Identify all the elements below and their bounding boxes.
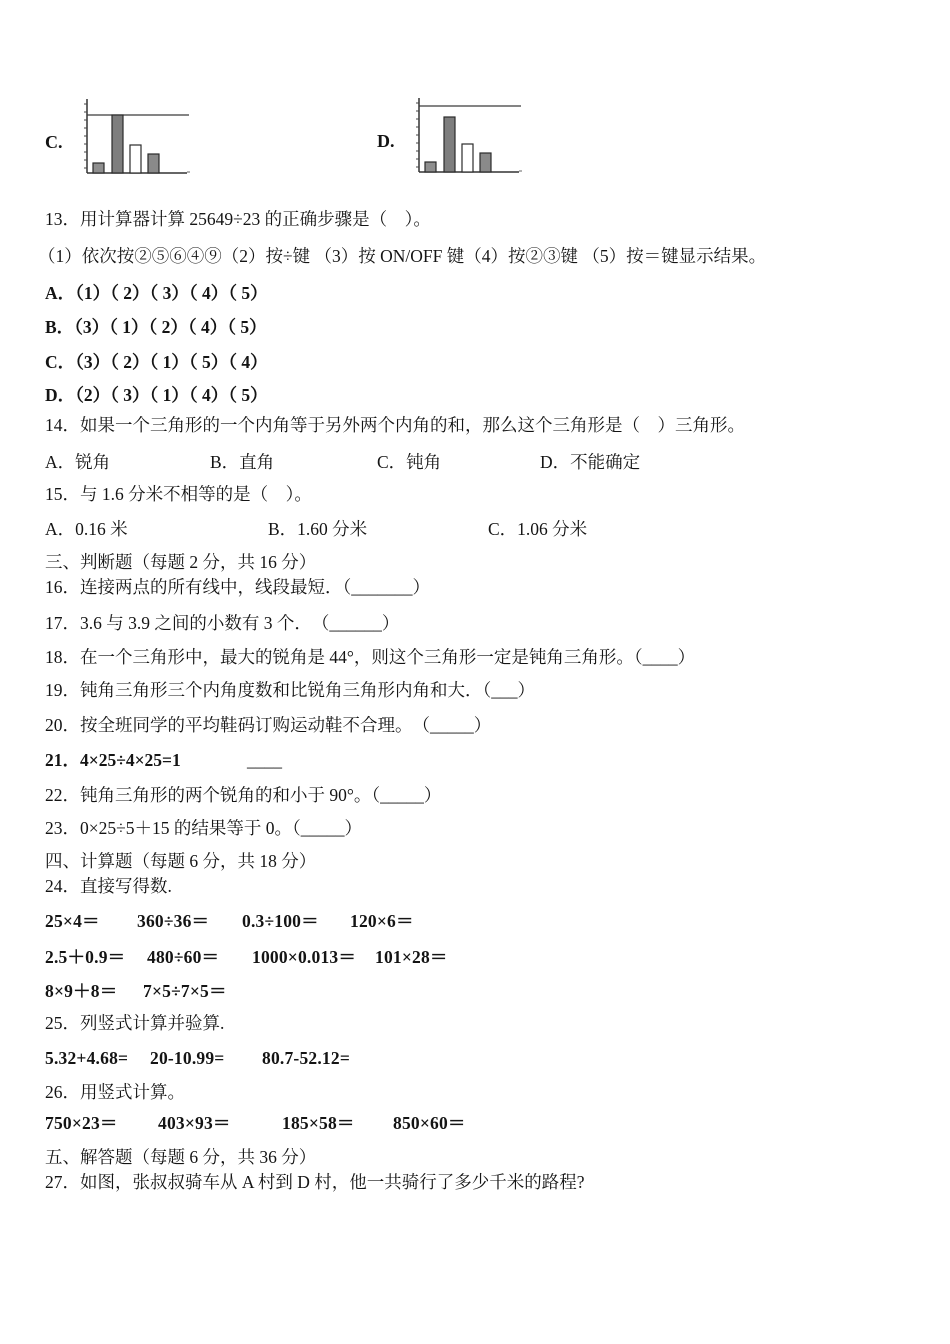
q13-option-a: A．（1）（ 2）（ 3）（ 4）（ 5） xyxy=(45,283,268,303)
q14-option-a: A．锐角 xyxy=(45,452,111,472)
q24-expression: 7×5÷7×5＝ xyxy=(143,981,227,1001)
q26-expression: 750×23＝ xyxy=(45,1113,118,1133)
q24-expression: 360÷36＝ xyxy=(137,911,210,931)
q24-title: 24．直接写得数. xyxy=(45,876,172,896)
q25-expression: 5.32+4.68= xyxy=(45,1048,129,1068)
q24-expression: 0.3÷100＝ xyxy=(242,911,319,931)
q24-row3 xyxy=(45,981,935,1003)
option-c-chart-group xyxy=(45,96,215,188)
q24-expression: 101×28＝ xyxy=(375,947,448,967)
q26-row xyxy=(45,1113,935,1135)
bar-chart-option-c xyxy=(73,96,193,182)
q13-stem: 13．用计算器计算 25649÷23 的正确步骤是（ ）。 xyxy=(45,209,431,229)
section-5-header: 五、解答题（每题 6 分，共 36 分） xyxy=(45,1147,317,1167)
q16-statement: 16．连接两点的所有线中，线段最短．（_______） xyxy=(45,577,430,597)
bar-chart-option-d xyxy=(405,95,525,181)
section-4-header: 四、计算题（每题 6 分，共 18 分） xyxy=(45,851,317,871)
q14-option-b: B．直角 xyxy=(210,452,275,472)
q15-options xyxy=(45,519,935,541)
q15-option-c: C．1.06 分米 xyxy=(488,519,588,539)
section-3-header: 三、判断题（每题 2 分，共 16 分） xyxy=(45,552,317,572)
q18-statement: 18．在一个三角形中，最大的锐角是 44°，则这个三角形一定是钝角三角形。（____） xyxy=(45,647,696,667)
q13-option-b: B．（3）（ 1）（ 2）（ 4）（ 5） xyxy=(45,317,267,337)
q26-expression: 850×60＝ xyxy=(393,1113,466,1133)
q19-statement: 19．钝角三角形三个内角度数和比锐角三角形内角和大．（___） xyxy=(45,680,535,700)
q25-row xyxy=(45,1048,935,1070)
q21-expression: 21．4×25÷4×25=1 xyxy=(45,750,181,770)
q15-option-a: A．0.16 米 xyxy=(45,519,128,539)
q13-option-d: D．（2）（ 3）（ 1）（ 4）（ 5） xyxy=(45,385,268,405)
q14-option-d: D．不能确定 xyxy=(540,452,641,472)
q15-stem: 15．与 1.6 分米不相等的是（ ）。 xyxy=(45,484,312,504)
option-d-label: D. xyxy=(377,131,395,151)
q23-statement: 23．0×25÷5＋15 的结果等于 0。（_____） xyxy=(45,818,362,838)
q24-expression: 1000×0.013＝ xyxy=(252,947,357,967)
q24-expression: 8×9＋8＝ xyxy=(45,981,118,1001)
q13-steps: （1）依次按②⑤⑥④⑨（2）按÷键 （3）按 ON/OFF 键（4）按②③键 （5）按＝键显示结果。 xyxy=(38,246,767,266)
q24-row2 xyxy=(45,947,935,969)
q25-expression: 20-10.99= xyxy=(150,1048,225,1068)
q21-blank-line: ____ xyxy=(247,750,282,770)
q25-expression: 80.7-52.12= xyxy=(262,1048,350,1068)
q24-expression: 480÷60＝ xyxy=(147,947,220,967)
q14-option-c: C．钝角 xyxy=(377,452,442,472)
option-c-label: C. xyxy=(45,132,63,152)
q20-statement: 20．按全班同学的平均鞋码订购运动鞋不合理。 （_____） xyxy=(45,715,492,735)
q26-expression: 403×93＝ xyxy=(158,1113,231,1133)
q17-statement: 17．3.6 与 3.9 之间的小数有 3 个． （______） xyxy=(45,613,400,633)
q14-options xyxy=(45,452,935,474)
q22-statement: 22．钝角三角形的两个锐角的和小于 90°。（_____） xyxy=(45,785,442,805)
q24-expression: 25×4＝ xyxy=(45,911,100,931)
q24-expression: 2.5＋0.9＝ xyxy=(45,947,126,967)
q26-expression: 185×58＝ xyxy=(282,1113,355,1133)
q24-row1 xyxy=(45,911,935,933)
option-d-chart-group xyxy=(377,95,547,187)
q27-stem: 27．如图，张叔叔骑车从 A 村到 D 村，他一共骑行了多少千米的路程? xyxy=(45,1172,585,1192)
q15-option-b: B．1.60 分米 xyxy=(268,519,368,539)
q13-option-c: C．（3）（ 2）（ 1）（ 5）（ 4） xyxy=(45,352,268,372)
q24-expression: 120×6＝ xyxy=(350,911,414,931)
q21-statement xyxy=(45,750,935,772)
q25-title: 25．列竖式计算并验算. xyxy=(45,1013,225,1033)
q26-title: 26．用竖式计算。 xyxy=(45,1082,185,1102)
q14-stem: 14．如果一个三角形的一个内角等于另外两个内角的和，那么这个三角形是（ ）三角形。 xyxy=(45,415,745,435)
